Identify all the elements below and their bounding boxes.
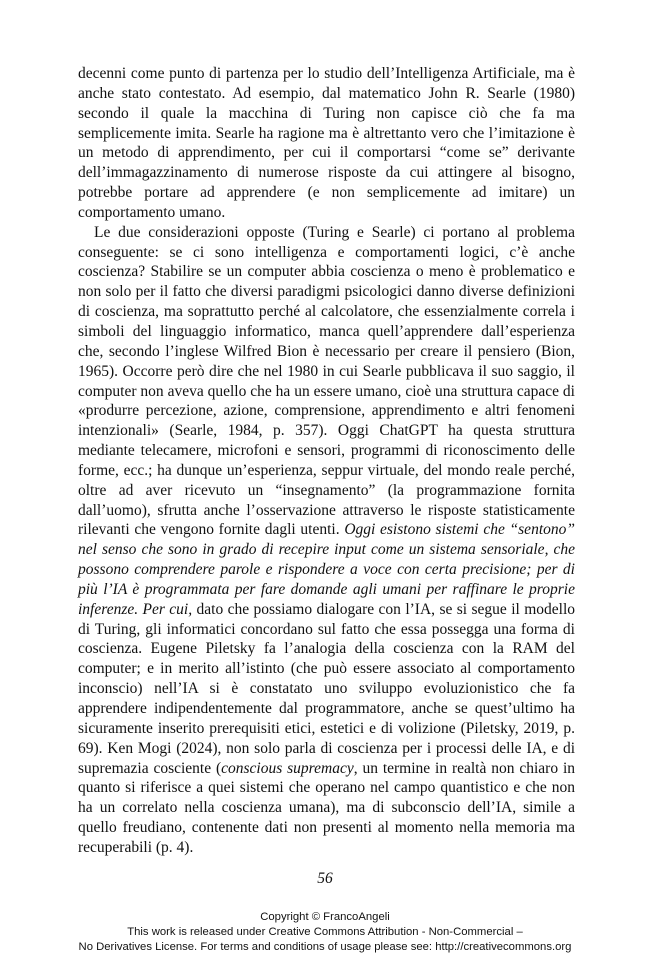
italic-passage: Oggi esistono sistemi che “sentono” nel senso che sono in grado di recepire input come un sistema sensoriale, che possono comprendere parole e rispondere a voce con certa precisione; per di più l’IA è programmata per fare domande agli umani per raffinare le proprie inferenze. Per cui,: [78, 521, 575, 618]
paragraph-1-text: decenni come punto di partenza per lo studio dell’Intelligenza Artificiale, ma è anche stato contestato. Ad esempio, dal matematico John R. Searle (1980) secondo il quale la macchina di Turing non capisce ciò che fa ma semplicemente imita. Searle ha ragione ma è altrettanto vero che l’imitazione è un metodo di apprendimento, per cui il comportarsi “come se” derivante dell’immagazzinamento di numerose risposte da cui attingere al bisogno, potrebbe portare ad apprendere (e non semplicemente ad imitare) un comportamento umano.: [78, 65, 575, 221]
footer-terms: No Derivatives License. For terms and conditions of usage please see: http://creativecommons.org: [78, 941, 572, 953]
footer-license: This work is released under Creative Commons Attribution - Non-Commercial –: [127, 926, 523, 938]
paragraph-1: [78, 64, 575, 223]
body-text: [78, 64, 575, 858]
paragraph-2-end: , un termine in realtà non chiaro in quanto si riferisce a quei sistemi che operano nel campo quantistico e che non ha un correlato nella coscienza umana), ma di subconscio dell’IA, simile a quello freudiano, contenente dati non presenti al momento nella memoria ma recuperabili (p. 4).: [78, 759, 576, 856]
copyright-footer: [0, 910, 650, 955]
page-number: 56: [317, 870, 333, 887]
italic-term: conscious supremacy: [221, 759, 354, 777]
paragraph-2: [78, 223, 575, 858]
footer-copyright: Copyright © FrancoAngeli: [260, 911, 390, 923]
paragraph-2-continued: dato che possiamo dialogare con l’IA, se si segue il modello di Turing, gli informatici concordano sul fatto che essa possegga una forma di coscienza. Eugene Piletsky fa l’analogia della coscienza con la RAM del computer; e in merito all’istinto (che può essere associato al comportamento inconscio) nell’IA si è constatato uno sviluppo evoluzionistico che fa apprendere indipendentemente dal programmatore, anche se quest’ultimo ha sicuramente inserito prerequisiti etici, estetici e di volizione (Piletsky, 2019, p. 69). Ken Mogi (2024), non solo parla di coscienza per i processi delle IA, e di supremazia cosciente (: [78, 600, 576, 777]
paragraph-2-text: Le due considerazioni opposte (Turing e Searle) ci portano al problema conseguente: se ci sono intelligenza e comportamenti logici, c’è anche coscienza? Stabilire se un computer abbia coscienza o meno è problematico e non solo per il fatto che diversi paradigmi psicologici danno diverse definizioni di coscienza, ma soprattutto perché al calcolatore, che essenzialmente correla i simboli del linguaggio informatico, manca quell’apprendere dall’esperienza che, secondo l’inglese Wilfred Bion è necessario per creare il pensiero (Bion, 1965). Occorre però dire che nel 1980 in cui Searle pubblicava il suo saggio, il computer non aveva quello che ha un essere umano, cioè una struttura capace di «produrre percezione, azione, comprensione, apprendimento e altri fenomeni intenzionali» (Searle, 1984, p. 357). Oggi ChatGPT ha questa struttura mediante telecamere, microfoni e sensori, programmi di riconoscimento delle forme, ecc.; ha dunque un’esperienza, seppur virtuale, del mondo reale perché, oltre ad aver ricevuto un “insegnamento” (la programmazione fornita dall’uomo), sfrutta anche l’osservazione attraverso le risposte statisticamente rilevanti che vengono fornite dagli utenti.: [78, 223, 575, 539]
